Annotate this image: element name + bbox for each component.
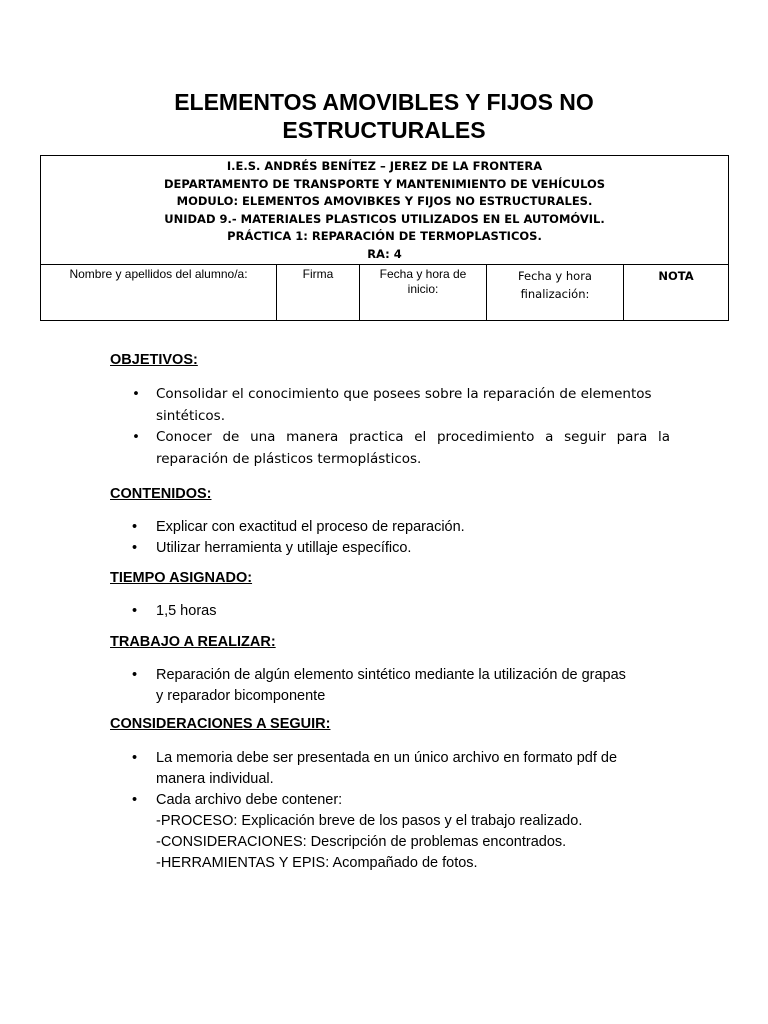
trabajo-list xyxy=(110,665,690,707)
consideracion-2-herramientas: -HERRAMIENTAS Y EPIS: Acompañado de fotos. xyxy=(156,855,478,871)
contenidos-heading: CONTENIDOS: xyxy=(110,486,212,502)
document-title xyxy=(40,88,728,144)
header-school: I.E.S. ANDRÉS BENÍTEZ – JEREZ DE LA FRONTERA xyxy=(226,159,543,173)
start-time-label-1: Fecha y hora de xyxy=(379,267,467,281)
header-module: MODULO: ELEMENTOS AMOVIBKES Y FIJOS NO ESTRUCTURALES. xyxy=(176,194,593,209)
student-name-cell[interactable] xyxy=(41,265,276,321)
consideracion-1-line-2: manera individual. xyxy=(156,771,274,787)
bullet-icon: • xyxy=(132,519,138,535)
bullet-icon: • xyxy=(132,792,138,808)
objetivo-2-line-2: reparación de plásticos termoplásticos. xyxy=(156,450,422,467)
consideraciones-list xyxy=(110,748,690,874)
header-unit: UNIDAD 9.- MATERIALES PLASTICOS UTILIZADOS EN EL AUTOMÓVIL. xyxy=(164,211,605,226)
header-department: DEPARTAMENTO DE TRANSPORTE Y MANTENIMIENTO DE VEHÍCULOS xyxy=(163,176,606,191)
list-item xyxy=(110,665,690,707)
consideracion-2-consideraciones: -CONSIDERACIONES: Descripción de problemas encontrados. xyxy=(156,834,567,850)
list-item xyxy=(110,517,670,538)
bullet-icon: • xyxy=(132,603,138,619)
signature-cell[interactable] xyxy=(276,265,359,321)
header-info xyxy=(41,158,728,264)
student-fields-row xyxy=(41,264,728,321)
contenido-2: Utilizar herramienta y utillaje específico. xyxy=(156,540,412,556)
objetivo-1-line-2: sintéticos. xyxy=(156,407,225,424)
bullet-icon: • xyxy=(132,386,140,402)
list-item xyxy=(110,601,670,622)
consideracion-2-line-1: Cada archivo debe contener: xyxy=(156,792,343,808)
contenidos-list xyxy=(110,517,670,559)
end-time-cell[interactable] xyxy=(486,265,623,321)
bullet-icon: • xyxy=(132,667,138,683)
end-time-label-1: Fecha y hora xyxy=(518,269,592,283)
consideracion-1-line-1: La memoria debe ser presentada en un único archivo en formato pdf de xyxy=(156,750,618,766)
bullet-icon: • xyxy=(132,750,138,766)
signature-label: Firma xyxy=(302,267,334,281)
objetivos-list xyxy=(110,384,670,470)
start-time-cell[interactable] xyxy=(359,265,486,321)
grade-label: NOTA xyxy=(658,269,694,283)
bullet-icon: • xyxy=(132,540,138,556)
student-name-label: Nombre y apellidos del alumno/a: xyxy=(69,267,248,281)
objetivo-2-line-1: Conocer de una manera practica el procedimiento a seguir para la xyxy=(156,429,670,445)
title-line-1: ELEMENTOS AMOVIBLES Y FIJOS NO xyxy=(174,89,594,115)
contenido-1: Explicar con exactitud el proceso de reparación. xyxy=(156,519,465,535)
tiempo-value: 1,5 horas xyxy=(156,603,217,619)
trabajo-heading: TRABAJO A REALIZAR: xyxy=(110,634,276,650)
objetivos-heading: OBJETIVOS: xyxy=(110,352,198,368)
title-line-2: ESTRUCTURALES xyxy=(282,117,486,143)
trabajo-line-1: Reparación de algún elemento sintético mediante la utilización de grapas xyxy=(156,667,626,683)
end-time-label-2: finalización: xyxy=(520,287,590,301)
tiempo-heading: TIEMPO ASIGNADO: xyxy=(110,570,253,586)
consideraciones-heading: CONSIDERACIONES A SEGUIR: xyxy=(110,716,331,732)
grade-cell[interactable] xyxy=(623,265,728,321)
bullet-icon: • xyxy=(132,429,140,445)
header-ra: RA: 4 xyxy=(367,246,402,261)
list-item xyxy=(110,384,670,427)
list-item xyxy=(110,427,670,470)
header-table xyxy=(40,155,729,321)
header-practice: PRÁCTICA 1: REPARACIÓN DE TERMOPLASTICOS. xyxy=(227,229,542,244)
list-item xyxy=(110,748,690,790)
list-item xyxy=(110,790,690,874)
trabajo-line-2: y reparador bicomponente xyxy=(156,688,326,704)
start-time-label-2: inicio: xyxy=(407,282,439,296)
tiempo-list xyxy=(110,601,670,622)
consideracion-2-proceso: -PROCESO: Explicación breve de los pasos y el trabajo realizado. xyxy=(156,813,583,829)
objetivo-1-line-1: Consolidar el conocimiento que posees sobre la reparación de elementos xyxy=(156,386,652,402)
list-item xyxy=(110,538,670,559)
